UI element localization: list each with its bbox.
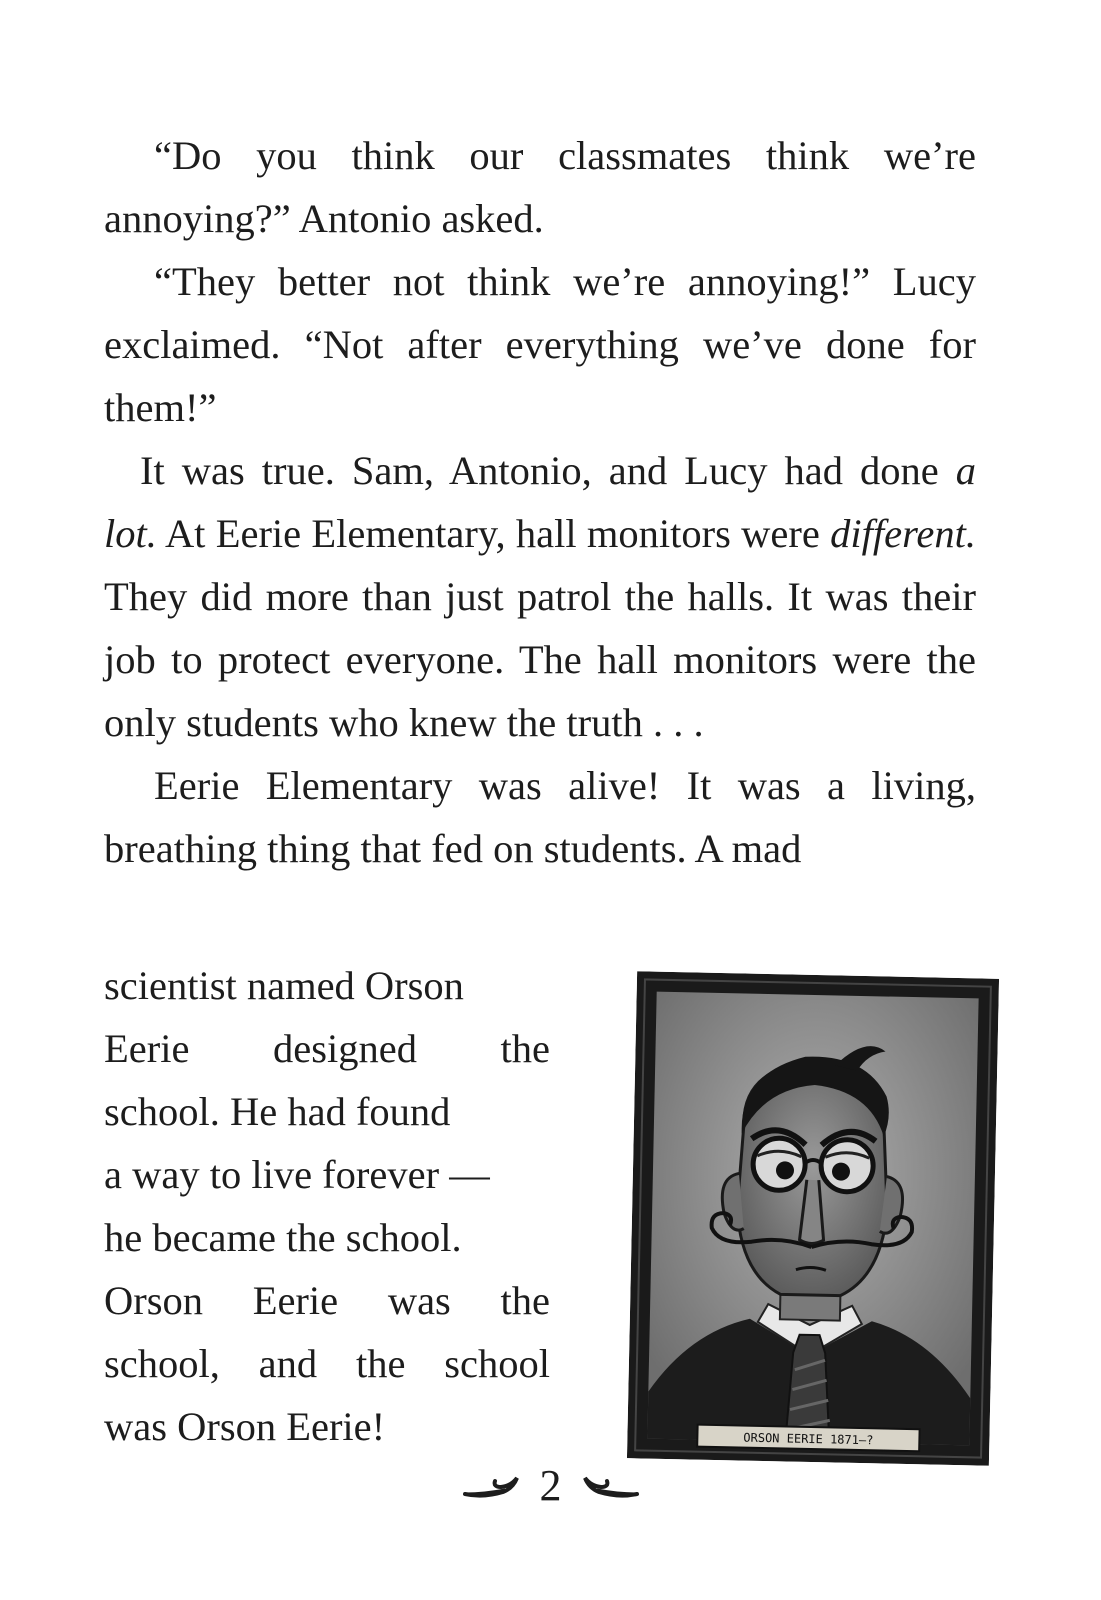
wrapped-line: Orson Eerie was the (104, 1278, 550, 1323)
paragraph-1: “Do you think our classmates think we’re annoying?” Antonio asked. (104, 133, 976, 241)
paragraph-3-part-2: At Eerie Elementary, hall monitors were (156, 511, 831, 556)
paragraph-3-part-3: They did more than just patrol the halls. It was their job to protect everyone. The hall monitors were the only students who knew the truth . . . (104, 574, 976, 745)
plaque-text: ORSON EERIE 1871–? (743, 1430, 874, 1448)
paragraph-4: Eerie Elementary was alive! It was a living, breathing thing that fed on students. A mad (104, 763, 976, 871)
paragraph-2: “They better not think we’re annoying!” Lucy exclaimed. “Not after everything we’ve done for them!” (104, 259, 976, 430)
wrapped-text (104, 954, 550, 1458)
paragraph-3-emphasis-2: different. (830, 511, 976, 556)
right-ornament-icon (583, 1472, 639, 1500)
wrapped-line: school, and the school (104, 1341, 550, 1386)
orson-eerie-portrait (627, 971, 999, 1465)
wrapped-line: scientist named Orson (104, 963, 464, 1008)
page-number-footer (0, 1452, 1101, 1516)
wrapped-line: was Orson Eerie! (104, 1404, 386, 1449)
wrapped-line: he became the school. (104, 1215, 462, 1260)
wrapped-line: Eerie designed the (104, 1026, 550, 1071)
wrapped-line: a way to live forever — (104, 1152, 490, 1197)
paragraph-3-emphasis-1: a lot. (104, 448, 976, 556)
left-ornament-icon (463, 1472, 519, 1500)
page-number: 2 (539, 1460, 562, 1510)
body-text (104, 124, 976, 880)
paragraph-3 (104, 439, 976, 754)
paragraph-3-part-1: It was true. Sam, Antonio, and Lucy had done (140, 448, 956, 493)
wrapped-line: school. He had found (104, 1089, 451, 1134)
